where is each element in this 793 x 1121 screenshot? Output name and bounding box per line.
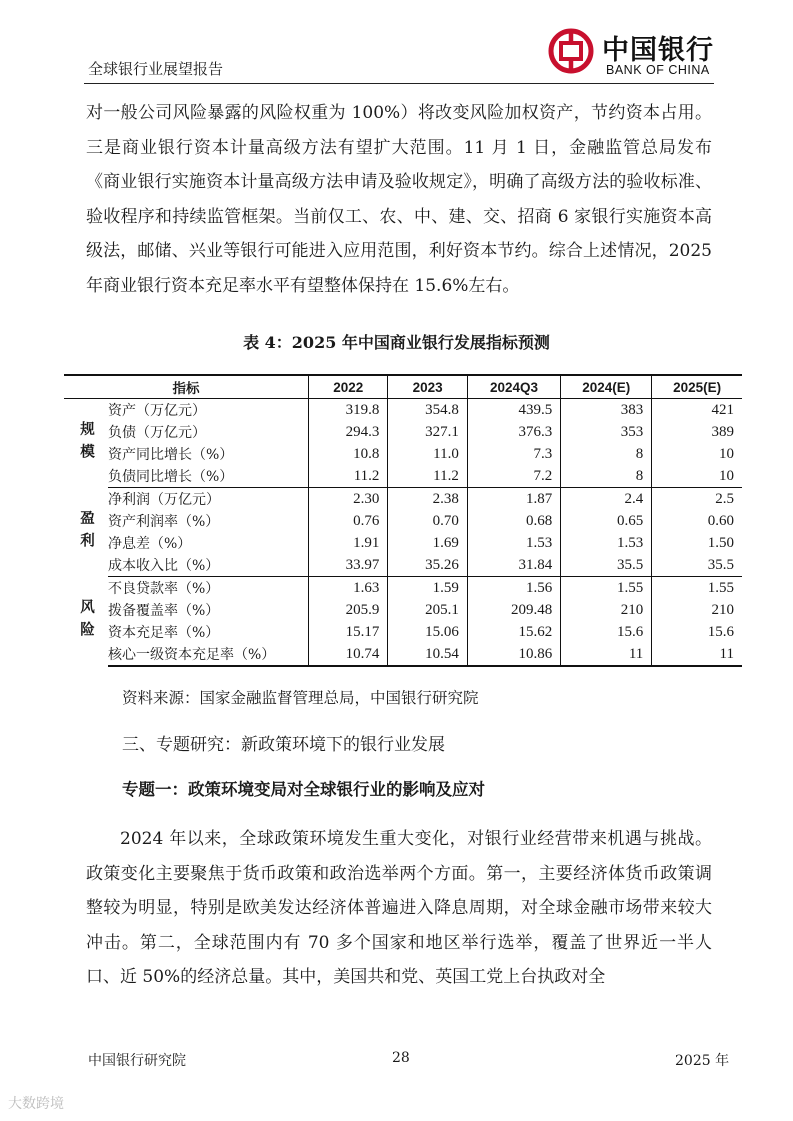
header-title: 全球银行业展望报告 [88,60,224,78]
value-cell: 11.2 [309,465,388,488]
value-cell: 15.06 [388,621,467,643]
table-header-cell: 指标 [64,375,309,399]
logo-english-name: BANK OF CHINA [606,63,710,77]
header-divider [84,83,714,84]
value-cell: 0.70 [388,510,467,532]
value-cell: 1.53 [467,532,560,554]
value-cell: 31.84 [467,554,560,577]
value-cell: 383 [561,399,652,422]
table-header-cell: 2024Q3 [467,375,560,399]
footer-year: 2025 年 [675,1053,730,1069]
footer-institute: 中国银行研究院 [88,1053,186,1069]
indicator-label: 资产（万亿元） [108,403,206,419]
value-cell: 35.5 [561,554,652,577]
value-cell: 1.59 [388,577,467,600]
body-paragraph-2-text: 2024 年以来，全球政策环境发生重大变化，对银行业经营带来机遇与挑战。政策变化主要聚焦于货币政策和政治选举两个方面。第一，主要经济体货币政策调整较为明显，特别是欧美发达经济体普遍进入降息周期，对全球金融市场带来较大冲击。第二，全球范围内有 70 多个国家和地区举行选举，覆盖了世界近一半人口、近 50%的经济总量。其中，美国共和党、英国工党上台执政对全 [86,829,712,987]
topic-title: 专题一：政策环境变局对全球银行业的影响及应对 [122,780,485,799]
value-cell: 11.2 [388,465,467,488]
value-cell: 389 [652,421,742,443]
value-cell: 10.86 [467,643,560,666]
table-row [64,621,742,643]
value-cell: 354.8 [388,399,467,422]
value-cell: 0.68 [467,510,560,532]
indicator-label: 负债（万亿元） [108,425,206,441]
value-cell: 7.3 [467,443,560,465]
table-row [64,421,742,443]
watermark: 大数跨境 [8,1096,64,1112]
value-cell: 11.0 [388,443,467,465]
value-cell: 1.63 [309,577,388,600]
table-row [64,443,742,465]
table-header-row [64,375,742,399]
value-cell: 205.9 [309,599,388,621]
value-cell: 376.3 [467,421,560,443]
value-cell: 319.8 [309,399,388,422]
value-cell: 2.5 [652,488,742,511]
table-title: 表 4：2025 年中国商业银行发展指标预测 [243,333,550,352]
value-cell: 10.54 [388,643,467,666]
table-header-cell: 2022 [309,375,388,399]
value-cell: 353 [561,421,652,443]
indicator-label: 资产利润率（%） [108,514,220,530]
table-row [64,599,742,621]
body-paragraph-2 [86,822,712,995]
value-cell: 210 [652,599,742,621]
indicator-label: 不良贷款率（%） [108,581,220,597]
value-cell: 327.1 [388,421,467,443]
value-cell: 10.74 [309,643,388,666]
value-cell: 2.30 [309,488,388,511]
indicator-label: 拨备覆盖率（%） [108,603,220,619]
group-label: 规模 [78,420,95,466]
value-cell: 15.17 [309,621,388,643]
value-cell: 8 [561,443,652,465]
value-cell: 10 [652,465,742,488]
table-source: 资料来源：国家金融监督管理总局，中国银行研究院 [122,689,479,707]
value-cell: 294.3 [309,421,388,443]
table-row [64,399,742,422]
value-cell: 7.2 [467,465,560,488]
table-row [64,554,742,577]
value-cell: 1.56 [467,577,560,600]
table-header-cell: 2024(E) [561,375,652,399]
value-cell: 15.6 [652,621,742,643]
forecast-table [64,374,742,667]
group-label: 盈利 [78,509,95,555]
value-cell: 1.55 [652,577,742,600]
indicator-label: 资产同比增长（%） [108,447,234,463]
value-cell: 0.76 [309,510,388,532]
value-cell: 11 [561,643,652,666]
table-header-cell: 2025(E) [652,375,742,399]
footer-page-number: 28 [392,1050,410,1066]
body-paragraph-1: 对一般公司风险暴露的风险权重为 100%）将改变风险加权资产，节约资本占用。三是商业银行资本计量高级方法有望扩大范围。11 月 1 日，金融监管总局发布《商业银行实施资本计量高级方法申请及验收规定》，明确了高级方法的验收标准、验收程序和持续监管框架。当前仅工、农、中、建、交、招商 6 家银行实施资本高级法，邮储、兴业等银行可能进入应用范围，利好资本节约。综合上述情况，2025 年商业银行资本充足率水平有望整体保持在 15.6%左右。 [86,103,712,296]
value-cell: 209.48 [467,599,560,621]
indicator-label: 净息差（%） [108,536,192,552]
indicator-label: 成本收入比（%） [108,554,309,577]
logo-chinese-name: 中国银行 [602,35,714,66]
table-row [64,510,742,532]
bank-logo [548,26,718,80]
value-cell: 15.6 [561,621,652,643]
value-cell: 421 [652,399,742,422]
value-cell: 1.50 [652,532,742,554]
table-row [64,465,742,488]
table-row [64,643,742,666]
value-cell: 2.38 [388,488,467,511]
indicator-label: 核心一级资本充足率（%） [108,643,309,666]
value-cell: 1.87 [467,488,560,511]
table-row [64,532,742,554]
indicator-label: 资本充足率（%） [108,625,220,641]
table-header-cell: 2023 [388,375,467,399]
value-cell: 1.53 [561,532,652,554]
value-cell: 8 [561,465,652,488]
group-label: 风险 [78,598,95,644]
value-cell: 33.97 [309,554,388,577]
value-cell: 1.55 [561,577,652,600]
value-cell: 10.8 [309,443,388,465]
value-cell: 1.69 [388,532,467,554]
indicator-label: 负债同比增长（%） [108,465,309,488]
value-cell: 439.5 [467,399,560,422]
value-cell: 1.91 [309,532,388,554]
value-cell: 35.26 [388,554,467,577]
value-cell: 15.62 [467,621,560,643]
value-cell: 11 [652,643,742,666]
value-cell: 205.1 [388,599,467,621]
value-cell: 2.4 [561,488,652,511]
value-cell: 0.65 [561,510,652,532]
table-row [64,488,742,511]
value-cell: 10 [652,443,742,465]
value-cell: 210 [561,599,652,621]
value-cell: 35.5 [652,554,742,577]
bank-of-china-logo-icon [548,28,594,74]
indicator-label: 净利润（万亿元） [108,492,220,508]
value-cell: 0.60 [652,510,742,532]
table-row [64,577,742,600]
section-title: 三、专题研究：新政策环境下的银行业发展 [122,735,445,755]
